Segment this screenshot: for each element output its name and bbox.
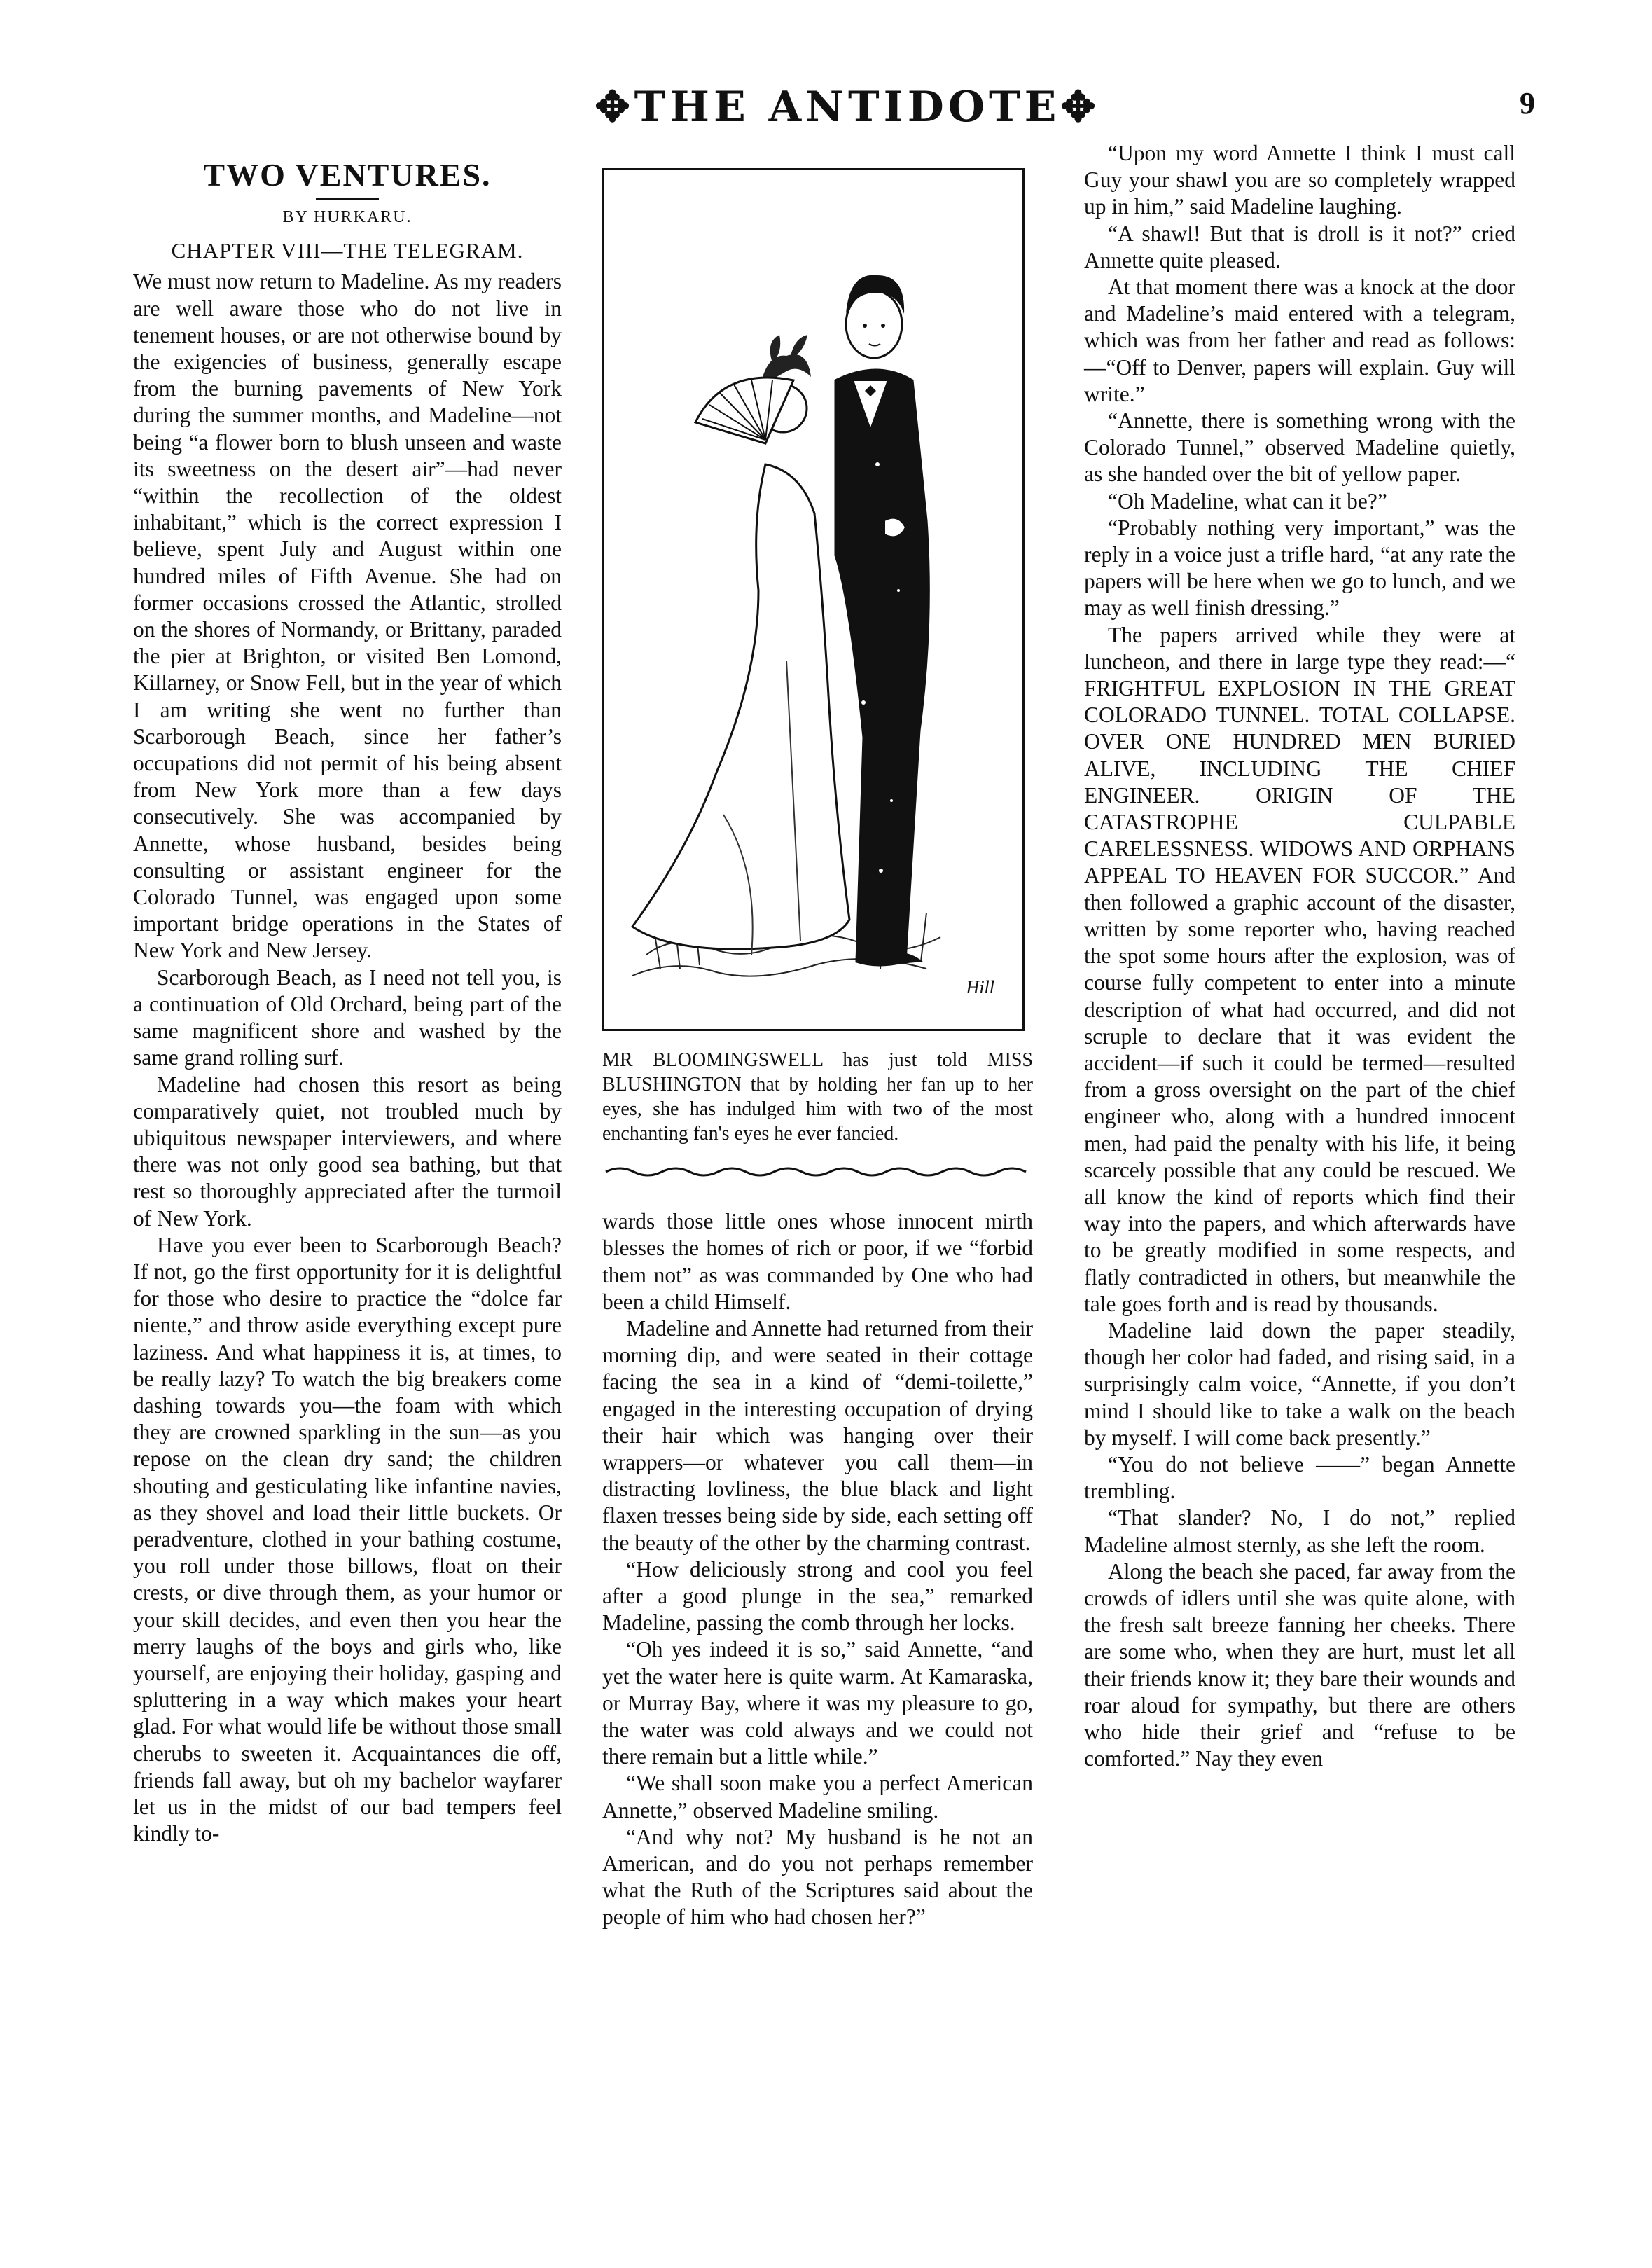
paragraph: “Oh yes indeed it is so,” said Annette, “and yet the water here is quite warm. At Kamaraska, or Murray Bay, where it was my pleasure to go, the water was cold always and we could not there remain but a little while.” <box>602 1637 1033 1769</box>
paragraph: wards those little ones whose innocent mirth blesses the homes of rich or poor, if we “forbid them not” as was commanded by One who had been a child Himself. <box>602 1209 1033 1314</box>
couple-illustration <box>604 170 1022 1029</box>
paragraph: At that moment there was a knock at the door and Madeline’s maid entered with a telegram, which was from her father and read as follows:—“Off to Denver, papers will explain. Guy will write.” <box>1084 275 1515 406</box>
paragraph: “Oh Madeline, what can it be?” <box>1108 488 1387 513</box>
paragraph: “Annette, there is something wrong with the Colorado Tunnel,” observed Madeline quietly, as she handed over the bit of yellow paper. <box>1084 408 1515 487</box>
story-title: TWO VENTURES. <box>203 157 492 193</box>
paragraph: Madeline had chosen this resort as being comparatively quiet, not troubled much by ubiquitous newspaper interviewers, and where there was not only good sea bathing, but that rest so thoroughly appreciated after the turmoil of New York. <box>133 1072 562 1231</box>
column-3 <box>1084 140 1515 1772</box>
title-rule <box>316 198 379 200</box>
paragraph: Madeline laid down the paper steadily, though her color had faded, and rising said, in a surprisingly calm voice, “Annette, if you don’t mind I should like to take a walk on the beach by myself. I will come back presently.” <box>1084 1318 1515 1450</box>
paragraph: “We shall soon make you a perfect American Annette,” observed Madeline smiling. <box>602 1771 1033 1823</box>
paragraph: Have you ever been to Scarborough Beach? If not, go the first opportunity for it is delightful for those who desire to practice the “dolce far niente,” and throw aside everything except pure laziness. And what happiness it is, at times, to be really lazy? To watch the big breakers come dashing towards you—the foam with which they are crowned sparkling in the sun—as you repose on the clean dry sand; the children shouting and gesticulating like infantine navies, as they shovel and load their little buckets. Or peradventure, clothed in your bathing costume, you roll under those billows, float on their crests, or dive through them, as your humor or your skill decides, and even then you hear the merry laughs of the boys and girls who, like yourself, are enjoying their holiday, gasping and spluttering in a way which makes your heart glad. For what would life be without those small cherubs to sweeten it. Acquaintances die off, friends fall away, but oh my bachelor wayfarer let us in the midst of our bad tempers feel kindly to- <box>133 1232 562 1846</box>
paragraph: “Probably nothing very important,” was the reply in a voice just a trifle hard, “at any rate the papers will be here when we go to lunch, and we may as well finish dressing.” <box>1084 515 1515 621</box>
wavy-rule-divider <box>602 1161 1033 1182</box>
paragraph: “That slander? No, I do not,” replied Madeline almost sternly, as she left the room. <box>1084 1505 1515 1557</box>
paragraph: “And why not? My husband is he not an American, and do you not perhaps remember what the Ruth of the Scriptures said about the people of him who had chosen her?” <box>602 1824 1033 1930</box>
paragraph: The papers arrived while they were at luncheon, and there in large type they read:—“ FRIGHTFUL EXPLOSION IN THE GREAT COLORADO TUNNEL. TOTAL COLLAPSE. OVER ONE HUNDRED MEN BURIED ALIVE, INCLUDING THE CHIEF ENGINEER. ORIGIN OF THE CATASTROPHE CULPABLE CARELESSNESS. WIDOWS AND ORPHANS APPEAL TO HEAVEN FOR SUCCOR.” And then followed a graphic account of the disaster, written by some reporter who, having reached the spot some hours after the explosion, was of course fully competent to enter into a minute description of what had occurred, and did not scruple to declare that it was evident the accident—if such it could be termed—resulted from a gross oversight on the part of the chief engineer who, along with a hundred innocent men, had paid the penalty with his life, it being scarcely possible that any could be rescued. We all know the kind of reports which find their way into the papers, and which afterwards have to be greatly modified in some respects, and flatly contradicted in others, but meanwhile the tale goes forth and is read by thousands. <box>1084 622 1515 1316</box>
paragraph: Scarborough Beach, as I need not tell you, is a continuation of Old Orchard, being part of the same magnificent shore and washed by the same grand rolling surf. <box>133 964 562 1070</box>
illustration <box>602 168 1025 1031</box>
paragraph: Along the beach she paced, far away from the crowds of idlers until she was quite alone, with the fresh salt breeze fanning her cheeks. There are some who, when they are hurt, must let all their friends know it; they bare their wounds and roar aloud for sympathy, but there are others who hide their grief and “refuse to be comforted.” Nay they even <box>1084 1558 1515 1771</box>
paragraph: “You do not believe ——” began Annette trembling. <box>1084 1451 1515 1504</box>
column-2 <box>602 140 1033 1931</box>
byline: BY HURKARU. <box>282 208 412 226</box>
page-number: 9 <box>1520 86 1535 120</box>
chapter-heading: CHAPTER VIII—THE TELEGRAM. <box>171 238 524 263</box>
paragraph: We must now return to Madeline. As my readers are well aware those who do not live in tenement houses, or are not otherwise bound by the exigencies of business, generally escape from the burning pavements of New York during the summer months, and Madeline—not being “a flower born to blush unseen and waste its sweetness on the desert air”—had never “within the recollection of the oldest inhabitant,” which is the correct expression I believe, spent July and August within one hundred miles of Fifth Avenue. She had on former occasions crossed the Atlantic, strolled on the shores of Normandy, or Brittany, paraded the pier at Brighton, or visited Ben Lomond, Killarney, or Snow Fell, but in the year of which I am writing she went no further than Scarborough Beach, since her father’s occupations did not permit of his being absent from New York more than a few days consecutively. She was accompanied by Annette, whose husband, besides being consulting or assistant engineer for the Colorado Tunnel, was engaged upon some important bridge operations in the States of New York and New Jersey. <box>133 269 562 963</box>
paragraph: “A shawl! But that is droll is it not?” cried Annette quite pleased. <box>1084 221 1515 272</box>
column-1 <box>133 140 562 1847</box>
masthead: ✥THE ANTIDOTE✥ <box>595 83 1100 132</box>
paragraph: “How deliciously strong and cool you feel after a good plunge in the sea,” remarked Madeline, passing the comb through her locks. <box>602 1556 1033 1636</box>
paragraph: “Upon my word Annette I think I must call Guy your shawl you are so completely wrapped up in him,” said Madeline laughing. <box>1084 141 1515 219</box>
illustration-caption: MR BLOOMINGSWELL has just told MISS BLUSHINGTON that by holding her fan up to her eyes, she has indulged him with two of the most enchanting fan's eyes he ever fancied. <box>602 1049 1033 1145</box>
paragraph: Madeline and Annette had returned from their morning dip, and were seated in their cottage facing the sea in a kind of “demi-toilette,” engaged in the interesting occupation of drying their hair which was hanging over their wrappers—or whatever you call them—in distracting lovliness, the blue black and light flaxen tresses being side by side, each setting off the beauty of the other by the charming contrast. <box>602 1316 1033 1555</box>
artist-signature: Hill <box>966 976 994 997</box>
